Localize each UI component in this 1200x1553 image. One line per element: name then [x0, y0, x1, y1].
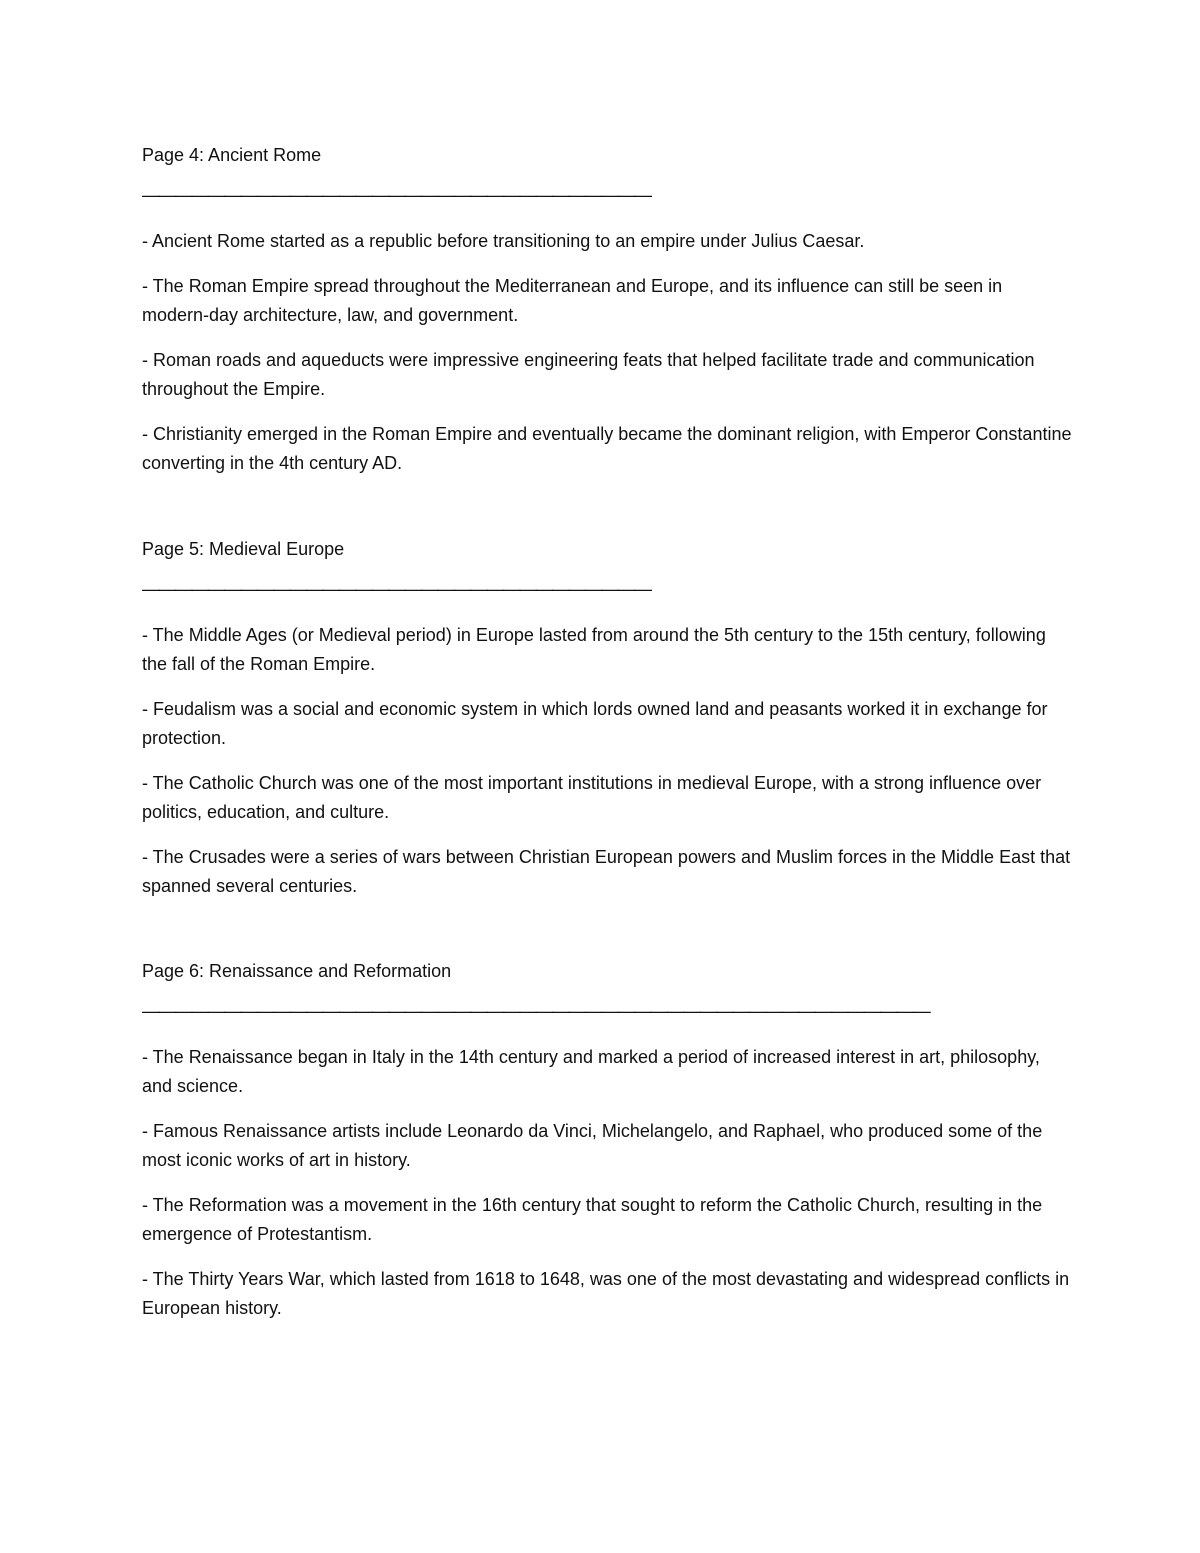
bullet-item: - Roman roads and aqueducts were impressive engineering feats that helped facilitate trade and communication throughout the Empire. — [142, 350, 1035, 399]
bullet-item: - The Thirty Years War, which lasted from 1618 to 1648, was one of the most devastating and widespread conflicts in European history. — [142, 1269, 1070, 1318]
bullet-list — [142, 227, 1072, 478]
section-divider: ——————————————————————————————— — [142, 185, 651, 205]
section-renaissance-reformation — [142, 959, 1072, 1323]
section-title: Page 5: Medieval Europe — [142, 539, 345, 559]
bullet-item: - The Crusades were a series of wars between Christian European powers and Muslim forces in the Middle East that spanned several centuries. — [142, 847, 1071, 896]
section-divider: ———————————————————————————————————————————————— — [142, 1001, 930, 1021]
bullet-item: - The Catholic Church was one of the most important institutions in medieval Europe, with a strong influence over politics, education, and culture. — [142, 773, 1042, 822]
section-title: Page 6: Renaissance and Reformation — [142, 961, 452, 981]
bullet-item: - Christianity emerged in the Roman Empire and eventually became the dominant religion, with Emperor Constantine converting in the 4th century AD. — [142, 424, 1072, 473]
bullet-item: - The Renaissance began in Italy in the 14th century and marked a period of increased interest in art, philosophy, and science. — [142, 1047, 1040, 1096]
bullet-list — [142, 1043, 1072, 1323]
section-ancient-rome — [142, 143, 1072, 478]
bullet-item: - The Reformation was a movement in the 16th century that sought to reform the Catholic Church, resulting in the emergence of Protestantism. — [142, 1195, 1043, 1244]
bullet-item: - The Roman Empire spread throughout the Mediterranean and Europe, and its influence can still be seen in modern-day architecture, law, and government. — [142, 276, 1003, 325]
bullet-item: - Famous Renaissance artists include Leonardo da Vinci, Michelangelo, and Raphael, who produced some of the most iconic works of art in history. — [142, 1121, 1043, 1170]
section-title: Page 4: Ancient Rome — [142, 145, 322, 165]
bullet-list — [142, 621, 1072, 901]
bullet-item: - Feudalism was a social and economic system in which lords owned land and peasants worked it in exchange for protection. — [142, 699, 1048, 748]
bullet-item: - Ancient Rome started as a republic before transitioning to an empire under Julius Caesar. — [142, 231, 865, 251]
section-medieval-europe — [142, 537, 1072, 901]
bullet-item: - The Middle Ages (or Medieval period) in Europe lasted from around the 5th century to the 15th century, following the fall of the Roman Empire. — [142, 625, 1046, 674]
section-divider: ——————————————————————————————— — [142, 579, 651, 599]
